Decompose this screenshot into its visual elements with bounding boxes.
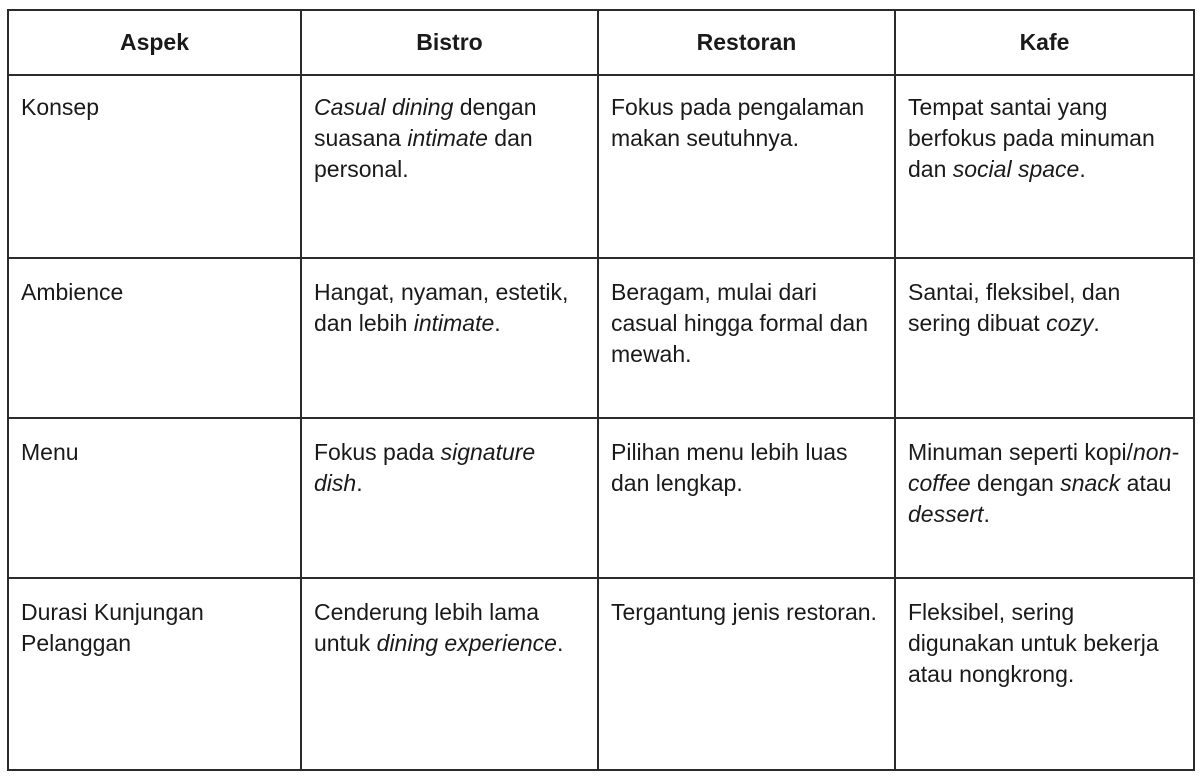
- table-row: [8, 75, 1194, 258]
- cell-text: .: [494, 310, 501, 336]
- italic-text: social space: [952, 156, 1080, 182]
- cell-text: Fokus pada: [314, 439, 441, 465]
- bistro-cell: [301, 258, 598, 418]
- bistro-cell: [301, 578, 598, 770]
- cell-text: dan personal.: [314, 125, 533, 182]
- cell-text: Minuman seperti kopi/: [908, 439, 1133, 465]
- cell-text: Pilihan menu lebih luas dan lengkap.: [611, 439, 848, 496]
- italic-text: non-coffee: [908, 439, 1180, 496]
- cell-text: .: [983, 501, 990, 527]
- cell-text: Cenderung lebih lama untuk: [314, 599, 540, 656]
- kafe-cell: [895, 418, 1194, 578]
- cell-text: atau: [1120, 470, 1172, 496]
- header-bistro: Bistro: [301, 10, 598, 75]
- italic-text: Casual dining: [314, 94, 454, 120]
- restoran-cell: [598, 578, 895, 770]
- cell-text: .: [356, 470, 363, 496]
- table-row: [8, 578, 1194, 770]
- header-aspek: Aspek: [8, 10, 301, 75]
- cell-text: Tergantung jenis restoran.: [611, 599, 877, 625]
- italic-text: dining experience: [376, 630, 557, 656]
- aspect-cell: Menu: [8, 418, 301, 578]
- italic-text: snack: [1060, 470, 1121, 496]
- kafe-cell: [895, 258, 1194, 418]
- table-row: [8, 258, 1194, 418]
- restoran-cell: [598, 258, 895, 418]
- italic-text: intimate: [407, 125, 488, 151]
- italic-text: signature dish: [314, 439, 536, 496]
- cell-text: Fleksibel, sering digunakan untuk bekerja atau nongkrong.: [908, 599, 1159, 687]
- italic-text: intimate: [413, 310, 495, 336]
- cell-text: dengan suasana: [314, 94, 537, 151]
- restoran-cell: [598, 418, 895, 578]
- cell-text: .: [1093, 310, 1100, 336]
- restoran-cell: [598, 75, 895, 258]
- table-header-row: [8, 10, 1194, 75]
- kafe-cell: [895, 75, 1194, 258]
- cell-text: .: [1079, 156, 1086, 182]
- aspect-cell: Ambience: [8, 258, 301, 418]
- aspect-cell: Durasi Kunjungan Pelanggan: [8, 578, 301, 770]
- aspect-cell: Konsep: [8, 75, 301, 258]
- comparison-table: [7, 9, 1195, 771]
- cell-text: .: [556, 630, 564, 656]
- cell-text: Hangat, nyaman, estetik, dan lebih: [314, 279, 569, 336]
- table-row: [8, 418, 1194, 578]
- cell-text: Santai, fleksibel, dan sering dibuat: [908, 279, 1121, 336]
- cell-text: dengan: [970, 470, 1061, 496]
- cell-text: Tempat santai yang berfokus pada minuman dan: [908, 94, 1155, 182]
- header-restoran: Restoran: [598, 10, 895, 75]
- italic-text: cozy: [1046, 310, 1094, 336]
- cell-text: Beragam, mulai dari casual hingga formal dan mewah.: [611, 279, 868, 367]
- cell-text: Fokus pada pengalaman makan seutuhnya.: [611, 94, 865, 151]
- bistro-cell: [301, 75, 598, 258]
- header-kafe: Kafe: [895, 10, 1194, 75]
- italic-text: dessert: [908, 501, 984, 527]
- bistro-cell: [301, 418, 598, 578]
- kafe-cell: [895, 578, 1194, 770]
